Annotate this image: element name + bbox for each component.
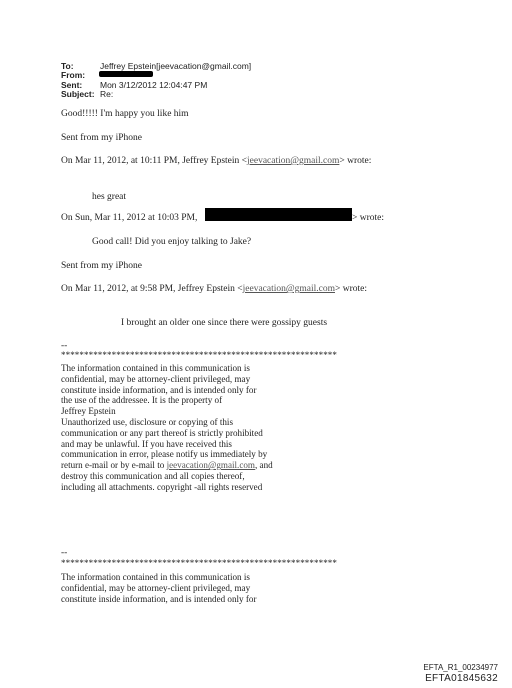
reply-text: Good call! Did you enjoy talking to Jake? [92,237,252,247]
message-line: Good!!!!! I'm happy you like him [61,109,189,119]
separator-stars: ************************************************************ [61,350,337,360]
signature: Sent from my iPhone [61,133,143,143]
to-value: Jeffrey Epstein[jeevacation@gmail.com] [100,61,252,71]
separator-dashes: -- [61,341,68,351]
email-link[interactable]: jeevacation@gmail.com [247,156,340,166]
separator-stars: ************************************************************ [61,558,337,568]
confidentiality-notice: The information contained in this communication is confidential, may be attorney-client privileged, may constitute inside information, and is intended only for [61,572,257,604]
quote-header-2: On Sun, Mar 11, 2012 at 10:03 PM, [61,213,198,223]
quote-header-1: On Mar 11, 2012, at 10:11 PM, Jeffrey Epstein <jeevacation@gmail.com> wrote: [61,156,372,166]
reply-text: I brought an older one since there were gossipy guests [121,318,328,328]
to-label: To: [61,61,74,71]
document-id-1: EFTA_R1_00234977 [423,663,498,672]
email-link[interactable]: jeevacation@gmail.com [166,460,255,471]
subject-label: Subject: [61,89,95,99]
from-label: From: [61,70,86,80]
sender-redaction [205,208,352,221]
confidentiality-notice: The information contained in this communication is confidential, may be attorney-client privileged, may constitute inside information, and is intended only for the use of the addressee. It is the property of Jeffrey Epstein Unauthorized use, disclosure or copying of this communication or any part thereof is strictly prohibited and may be unlawful. If you have received this communication in error, please notify us immediately by return e-mail or by e-mail to jeevacation@gmail.com, and destroy this communication and all copies thereof, including all attachments. copyright -all rights reserved [61,363,273,492]
email-link[interactable]: jeevacation@gmail.com [242,284,335,294]
sent-label: Sent: [61,80,83,90]
separator-dashes: -- [61,548,68,558]
quote-header-2-suffix: > wrote: [352,213,385,223]
sent-value: Mon 3/12/2012 12:04:47 PM [100,80,208,90]
reply-text: hes great [92,192,127,202]
subject-value: Re: [100,89,114,99]
document-id-2: EFTA01845632 [425,673,498,684]
quote-header-3: On Mar 11, 2012, at 9:58 PM, Jeffrey Epstein <jeevacation@gmail.com> wrote: [61,284,368,294]
signature: Sent from my iPhone [61,261,143,271]
from-redaction [99,71,153,77]
